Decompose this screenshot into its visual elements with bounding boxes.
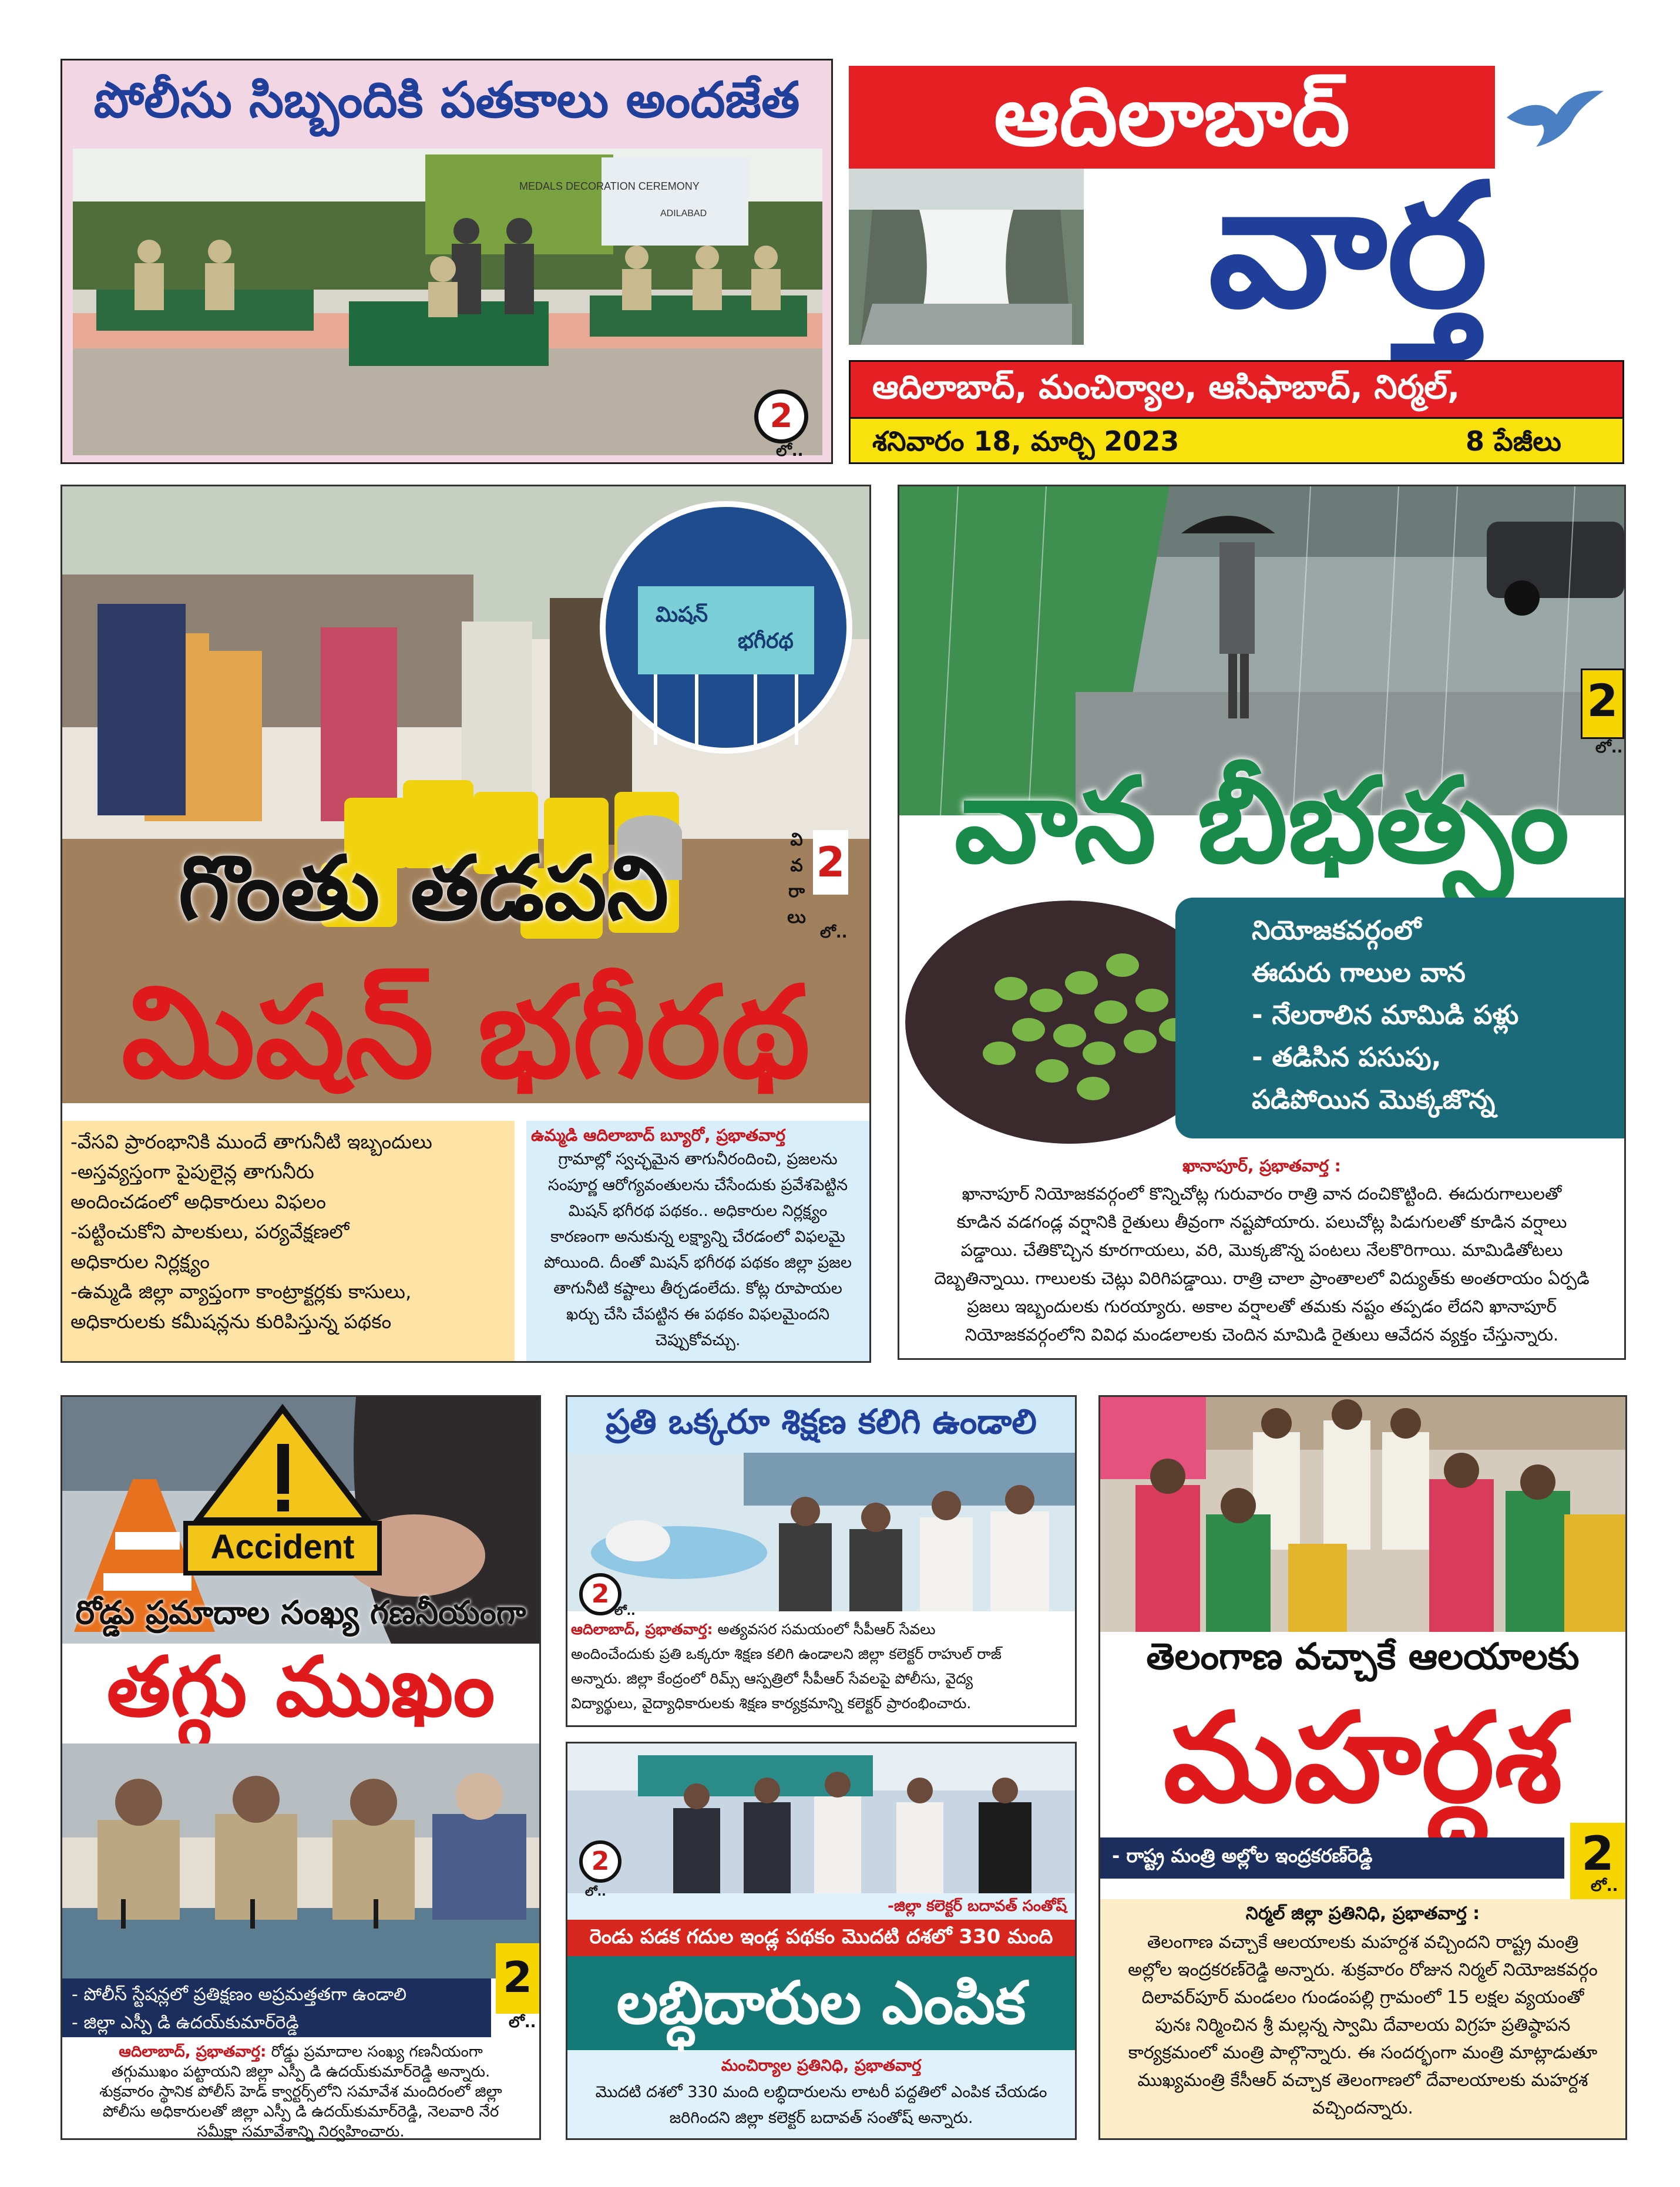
mission-page-ref-suffix: లో..: [820, 924, 848, 942]
mission-bullets: [62, 1121, 515, 1361]
mission-headline-big: మిషన్ భగీరథ: [121, 959, 811, 1106]
medals-ceremony-photo: [73, 149, 822, 455]
accident-page-ref[interactable]: 2: [502, 1953, 533, 2002]
temple-crowd-photo: [1100, 1397, 1625, 1632]
rain-body-line: ప్రజలు ఇబ్బందులకు గురయ్యారు. అకాల వర్షాలతో తమకు నష్టం తప్పడం లేదని ఖానాపూర్: [967, 1296, 1557, 1316]
mission-bullet: అధికారులకు కమీషన్లను కురిపిస్తున్న పథకం: [70, 1310, 392, 1333]
mission-story: [61, 485, 871, 1363]
accident-body-line: సమీక్షా సమావేశాన్ని నిర్వహించారు.: [197, 2123, 405, 2141]
cpr-headline: ప్రతి ఒక్కరూ శిక్షణ కలిగి ఉండాలి: [606, 1402, 1037, 1442]
accident-page-ref-suffix: లో..: [509, 2014, 536, 2031]
mission-headline-small: గొంతు తడపని: [178, 838, 669, 940]
masthead-districts: ఆదిలాబాద్, మంచిర్యాల, ఆసిఫాబాద్, నిర్మల్,: [872, 368, 1460, 407]
mission-vertical-label: [785, 827, 808, 930]
cpr-body-line: అత్యవసర సమయంలో సీపీఆర్ సేవలు: [717, 1621, 936, 1638]
vertical-label-char: వి: [790, 829, 803, 850]
mission-body-line: ఖర్చు చేసి చేపట్టిన ఈ పథకం విఫలమైందని: [566, 1305, 830, 1323]
mission-body-line: గ్రామాల్లో స్వచ్ఛమైన తాగునీరందించి, ప్రజలను: [558, 1150, 838, 1168]
accident-bullets: [62, 1978, 491, 2037]
rain-body-line: పడ్డాయి. చేతికొచ్చిన కూరగాయలు, వరి, మొక్కజొన్న పంటలు నేలకొరిగాయి. మామిడితోటలు: [960, 1240, 1563, 1260]
medals-page-ref-suffix: లో..: [776, 442, 804, 460]
cpr-page-ref-suffix: లో..: [614, 1604, 636, 1618]
rain-page-ref[interactable]: 2: [1587, 674, 1618, 727]
accident-body-line: పోలీసు అధికారులతో జిల్లా ఎస్పీ డి ఉదయ్‌కుమార్‌రెడ్డి, నెలవారి నేర: [102, 2103, 499, 2121]
waterfall-photo: [849, 169, 1084, 345]
tank-sign-2: భగీరథ: [738, 629, 794, 653]
police-meeting-photo: [62, 1743, 539, 1978]
masthead-title-line2: వార్త: [1208, 147, 1488, 345]
rain-story: [898, 485, 1626, 1360]
cpr-body-line: అన్నారు. జిల్లా కేంద్రంలో రిమ్స్ ఆస్పత్రిలో సీపీఆర్ సేవలపై పోలీసు, వైద్య: [571, 1670, 973, 1687]
housing-headline: లబ్ధిదారుల ఎంపిక: [616, 1968, 1026, 2037]
housing-subhead: రెండు పడక గదుల ఇండ్ల పథకం మొదటి దశలో 330 మంది: [589, 1925, 1053, 1949]
temple-body-line: అల్లోల ఇంద్రకరణ్‌రెడ్డి అన్నారు. శుక్రవారం రోజున నిర్మల్ నియోజకవర్గం: [1128, 1960, 1598, 1980]
rain-body-line: నియోజకవర్గంలోని వివిధ మండలాలకు చెందిన మామిడి రైతులు ఆవేదన వ్యక్తం చేస్తున్నారు.: [965, 1325, 1559, 1345]
temple-byline: - రాష్ట్ర మంత్రి అల్లోల ఇంద్రకరణ్‌రెడ్డి: [1112, 1845, 1373, 1867]
banner-text: MEDALS DECORATION CEREMONY: [519, 180, 700, 192]
accident-sign-text: Accident: [210, 1528, 355, 1566]
cpr-body-line: విద్యార్థులు, వైద్యాధికారులకు శిక్షణ కార్యక్రమాన్ని కలెక్టర్ ప్రారంభించారు.: [571, 1695, 972, 1712]
rain-body: [905, 1180, 1618, 1349]
housing-body-line: జరిగిందని జిల్లా కలెక్టర్ బదావత్ సంతోష్ అన్నారు.: [669, 2109, 973, 2127]
masthead: [849, 59, 1624, 464]
cpr-body-line: అందించేందుకు ప్రతి ఒక్కరూ శిక్షణ కలిగి ఉండాలని జిల్లా కలెక్టర్ రాహుల్ రాజ్: [571, 1645, 1002, 1662]
temple-body-line: తెలంగాణ వచ్చాకే ఆలయాలకు మహర్దశ వచ్చిందని రాష్ట్ర మంత్రి: [1147, 1932, 1579, 1953]
temple-body-line: ముఖ్యమంత్రి కేసీఆర్ వచ్చాక తెలంగాణలో దేవాలయాలకు మహర్దశ: [1137, 2070, 1588, 2091]
temple-body-line: వచ్చిందన్నారు.: [1312, 2098, 1413, 2118]
cpr-dateline: ఆదిలాబాద్, ప్రభాతవార్త:: [571, 1621, 713, 1638]
vertical-label-char: లు: [787, 907, 806, 928]
accident-dateline: ఆదిలాబాద్, ప్రభాతవార్త:: [119, 2043, 267, 2061]
cpr-training-photo: [567, 1453, 1075, 1611]
rain-page-ref-suffix: లో..: [1595, 739, 1623, 757]
mission-bullet: -అస్తవ్యస్తంగా పైపులైన్ల తాగునీరు: [70, 1160, 314, 1183]
housing-page-ref-suffix: లో..: [585, 1884, 606, 1899]
mission-bullet: -పట్టించుకోని పాలకులు, పర్యవేక్షణలో: [70, 1220, 350, 1243]
banner-sub: ADILABAD: [660, 209, 707, 219]
temple-body: [1104, 1929, 1622, 2122]
mission-body-line: సంపూర్ణ ఆరోగ్యవంతులను చేసేందుకు ప్రవేశపెట్టిన: [547, 1176, 848, 1194]
cpr-story: [566, 1395, 1077, 1727]
housing-lottery-photo: [567, 1743, 1075, 1893]
temple-page-ref-suffix: లో..: [1591, 1877, 1618, 1895]
rain-subhead: పడిపోయిన మొక్కజొన్న: [1252, 1084, 1496, 1115]
masthead-title-line1: ఆదిలాబాద్: [993, 69, 1350, 164]
temple-headline-small: తెలంగాణ వచ్చాకే ఆలయాలకు: [1146, 1635, 1580, 1678]
accident-headline-small: రోడ్డు ప్రమాదాల సంఖ్య గణనీయంగా: [75, 1594, 526, 1631]
accident-body-line: రోడ్డు ప్రమాదాల సంఖ్య గణనీయంగా: [271, 2043, 483, 2061]
masthead-pages: 8 పేజీలు: [1466, 425, 1561, 457]
cpr-page-ref[interactable]: 2: [579, 1573, 621, 1615]
mission-page-ref[interactable]: 2: [813, 830, 848, 895]
mission-body-line: తాగునీటి కష్టాలు తీర్చడంలేదు. కోట్ల రూపాయల: [553, 1279, 842, 1298]
mission-body-line: మిషన్ భగీరథ పథకం.. అధికారుల నిర్లక్ష్యం: [568, 1202, 828, 1220]
accident-body: [66, 2042, 536, 2142]
vertical-label-char: రా: [788, 881, 805, 902]
mission-dateline: ఉమ్మడి ఆదిలాబాద్ బ్యూరో, ప్రభాతవార్త: [531, 1126, 786, 1145]
accident-body-line: శుక్రవారం స్థానిక పోలీస్ హెడ్ క్వార్టర్స్‌లోని సమావేశ మందిరంలో జిల్లా: [99, 2083, 502, 2101]
mission-bullet: అధికారుల నిర్లక్ష్యం: [70, 1250, 210, 1273]
temple-dateline: నిర్మల్ జిల్లా ప్రతినిధి, ప్రభాతవార్త :: [1245, 1903, 1480, 1924]
accident-story: [61, 1395, 541, 2140]
rain-subhead: నియోజకవర్గంలో: [1252, 915, 1422, 946]
housing-dateline: మంచిర్యాల ప్రతినిధి, ప్రభాతవార్త: [721, 2057, 922, 2075]
rain-body-line: ఖానాపూర్ నియోజకవర్గంలో కొన్నిచోట్ల గురువారం రాత్రి వాన దంచికొట్టింది. ఈదురుగాలులతో: [962, 1184, 1562, 1204]
medals-page-ref[interactable]: 2: [754, 389, 808, 444]
mission-body-line: చెప్పుకోవచ్చు.: [655, 1331, 741, 1349]
housing-body-line: మొదటి దశలో 330 మంది లబ్ధిదారులను లాటరీ పద్దతిలో ఎంపిక చేయడం: [595, 2083, 1047, 2101]
temple-body-line: దిలావర్‌పూర్ మండలం గుండంపల్లి గ్రామంలో 15 లక్షల వ్యయంతో: [1141, 1987, 1584, 2008]
housing-page-ref[interactable]: 2: [579, 1840, 621, 1883]
medals-story: [61, 59, 833, 464]
medals-headline: పోలీసు సిబ్బందికి పతకాలు అందజేత: [93, 71, 800, 129]
accident-headline-big: తగ్గు ముఖం: [106, 1640, 495, 1735]
rain-subhead: - తడిసిన పసుపు,: [1252, 1042, 1442, 1073]
accident-bullet: - పోలీస్ స్టేషన్లలో ప్రతిక్షణం అప్రమత్తతగా ఉండాలి: [72, 1984, 407, 2005]
housing-caption: -జిల్లా కలెక్టర్ బదావత్ సంతోష్: [888, 1897, 1067, 1915]
mission-body-box: [526, 1121, 869, 1361]
temple-body-line: కార్యక్రమంలో మంత్రి పాల్గొన్నారు. ఈ సందర్భంగా మంత్రి మాట్లాడుతూ: [1128, 2042, 1598, 2063]
temple-body-line: పునః నిర్మించిన శ్రీ మల్లన్న స్వామి దేవాలయ విగ్రహ ప్రతిష్ఠాపన: [1155, 2015, 1571, 2035]
tank-sign-1: మిషన్: [656, 603, 708, 627]
masthead-date: శనివారం 18, మార్చి 2023: [872, 425, 1180, 457]
rain-subheads-box: [1175, 898, 1624, 1138]
temple-story: [1098, 1395, 1627, 2140]
cpr-body: [571, 1617, 1071, 1716]
rain-subhead: - నేలరాలిన మామిడి పళ్లు: [1252, 999, 1519, 1030]
temple-headline-big: మహర్దశ: [1163, 1686, 1563, 1830]
housing-story: [566, 1742, 1077, 2140]
rain-body-line: దెబ్బతిన్నాయి. గాలులకు చెట్లు విరిగిపడ్డాయి. రాత్రి చాలా ప్రాంతాలలో విద్యుత్‌కు అంతరాయం ఏర్పడి: [934, 1268, 1590, 1288]
accident-body-line: తగ్గుముఖం పట్టాయని జిల్లా ఎస్పీ డి ఉదయ్‌కుమార్‌రెడ్డి అన్నారు.: [111, 2063, 490, 2081]
rain-headline: వాన బీభత్సం: [954, 752, 1570, 889]
mission-body-line: కారణంగా అనుకున్న లక్ష్యాన్ని చేరడంలో విఫలమై: [550, 1228, 845, 1246]
accident-bullet: - జిల్లా ఎస్పీ డి ఉదయ్‌కుమార్‌రెడ్డి: [72, 2013, 299, 2033]
mission-bullet: అందించడంలో అధికారులు విఫలం: [70, 1190, 326, 1213]
temple-page-ref[interactable]: 2: [1581, 1826, 1614, 1881]
mission-body-line: పోయింది. దీంతో మిషన్ భగీరథ పథకం జిల్లా ప్రజల: [543, 1254, 852, 1272]
mission-bullet: -ఉమ్మడి జిల్లా వ్యాప్తంగా కాంట్రాక్టర్లకు కాసులు,: [70, 1280, 412, 1303]
mission-bullet: -వేసవి ప్రారంభానికి ముందే తాగునీటి ఇబ్బందులు: [70, 1130, 432, 1153]
rain-subhead: ఈదురు గాలుల వాన: [1252, 957, 1466, 988]
rain-body-line: కూడిన వడగండ్ల వర్షానికి రైతులు తీవ్రంగా నష్టపోయారు. పలుచోట్ల పిడుగులతో కూడిన వర్షాలు: [956, 1212, 1567, 1232]
housing-body: [571, 2080, 1071, 2131]
vertical-label-char: వ: [790, 855, 803, 876]
rain-dateline: ఖానాపూర్, ప్రభాతవార్త :: [1182, 1156, 1341, 1175]
